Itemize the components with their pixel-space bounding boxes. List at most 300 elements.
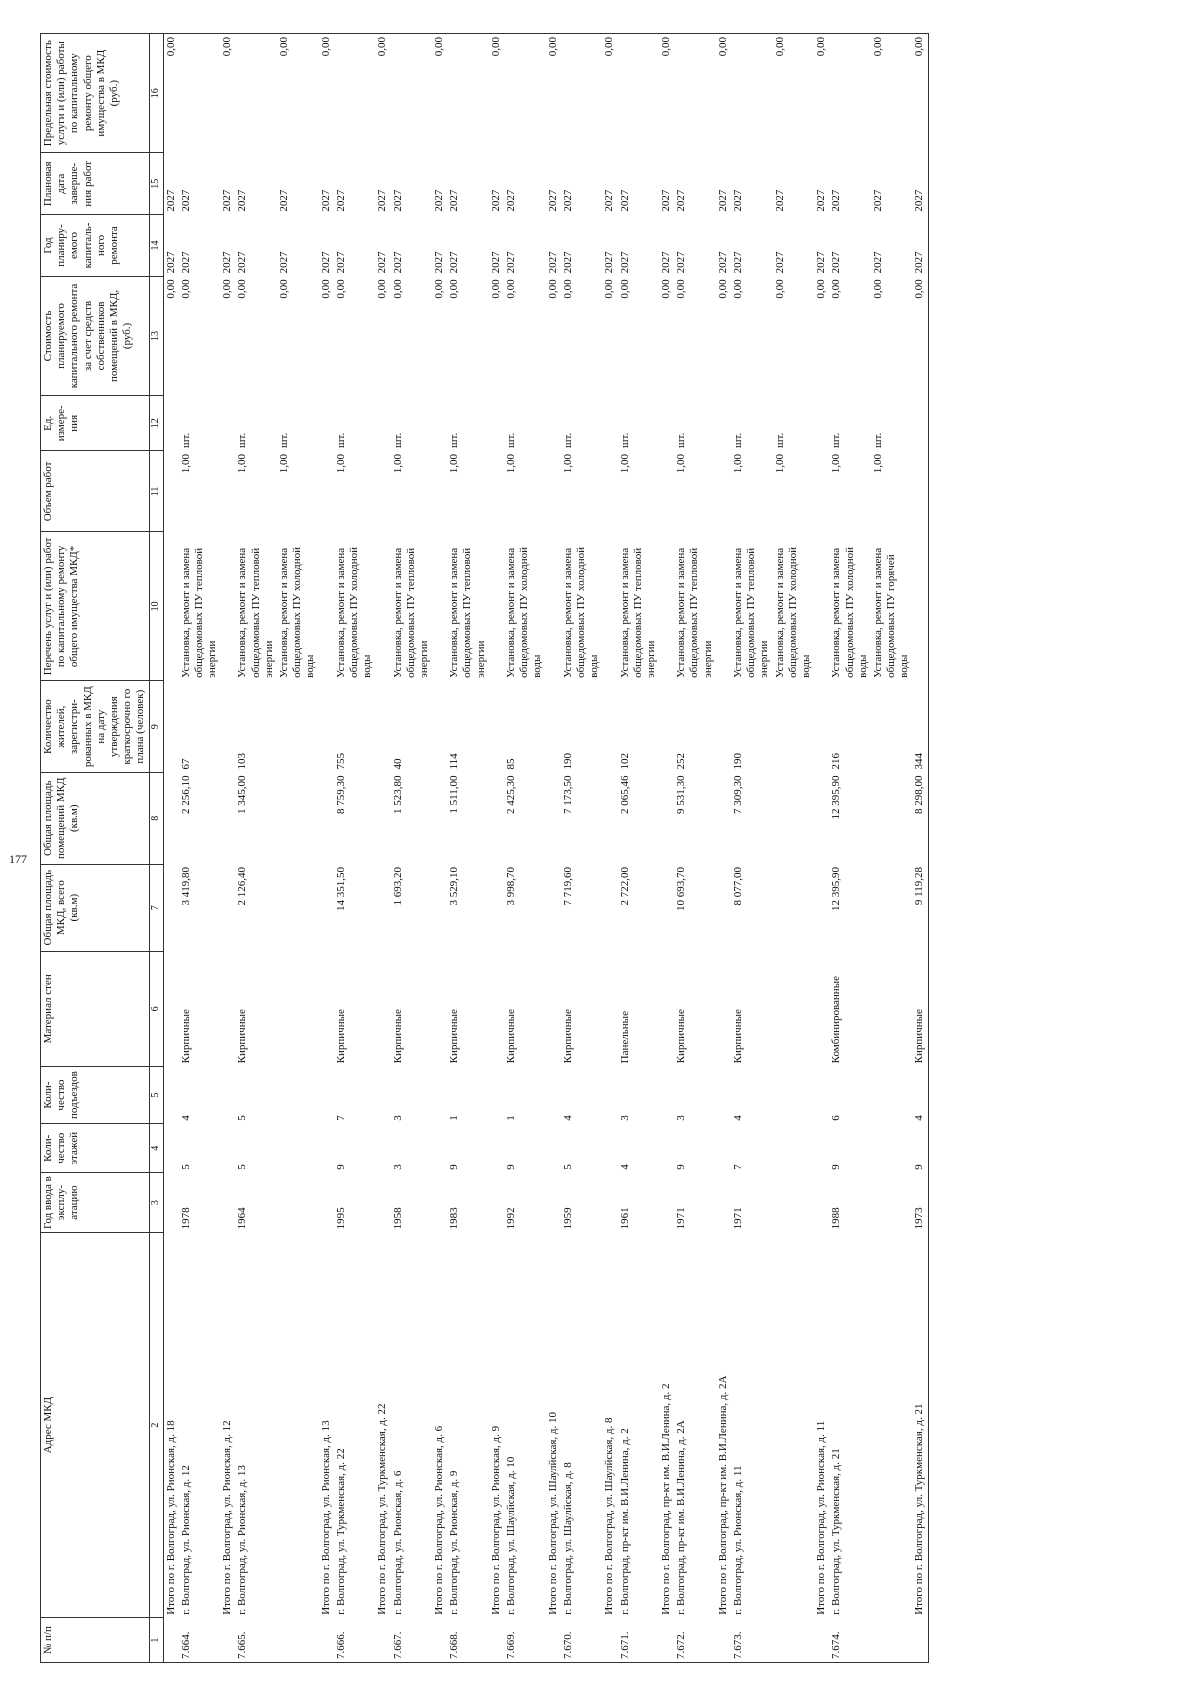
cell-col-3 bbox=[489, 1173, 504, 1233]
cell-col-16: 0,00 bbox=[489, 34, 504, 153]
cell-col-15: 2027 bbox=[561, 189, 574, 212]
cell-col-11: 1,00 bbox=[448, 453, 461, 474]
cell-col-16: 0,00 bbox=[375, 34, 390, 153]
cell-col-14: 2027 bbox=[448, 251, 461, 274]
cell-col-12 bbox=[489, 396, 504, 451]
cell-col-6: Кирпичные bbox=[675, 1009, 688, 1064]
cell-col-4 bbox=[871, 1124, 913, 1173]
cell-col-1: 7.671. bbox=[618, 1618, 660, 1663]
cell-col-16: 0,00 bbox=[432, 34, 447, 153]
cell-col-12: шт. bbox=[618, 432, 631, 448]
cell-col-16 bbox=[829, 34, 871, 153]
cell-col-14: 2027 bbox=[830, 251, 843, 274]
cell-col-6: Кирпичные bbox=[391, 1009, 404, 1064]
cell-col-7: 2 126,40 bbox=[236, 867, 249, 906]
cell-col-15: 2027 bbox=[912, 153, 928, 215]
cell-col-16 bbox=[731, 34, 773, 153]
cell-col-16 bbox=[179, 34, 221, 153]
cell-col-3 bbox=[871, 1173, 913, 1233]
cell-col-11: 1,00 bbox=[391, 453, 404, 474]
cell-col-15: 2027 bbox=[164, 189, 177, 212]
table-body bbox=[163, 34, 928, 1663]
cell-col-6: Кирпичные bbox=[179, 1009, 192, 1064]
cell-col-4 bbox=[659, 1124, 674, 1173]
cell-col-8: 7 173,50 bbox=[561, 775, 574, 814]
cell-col-2: Итого по г. Волгоград, ул. Туркменская, д. 22 bbox=[376, 1403, 389, 1615]
cell-col-8 bbox=[871, 772, 913, 864]
cell-col-1 bbox=[375, 1618, 390, 1663]
cell-col-2: г. Волгоград, ул. Шаулйская, д. 10 bbox=[505, 1456, 517, 1615]
cell-col-8 bbox=[773, 772, 815, 864]
cell-col-10 bbox=[546, 532, 561, 681]
cell-col-8 bbox=[163, 772, 179, 864]
table-row bbox=[447, 34, 489, 1663]
cell-col-8 bbox=[277, 772, 319, 864]
cell-col-2: г. Волгоград, ул. Шаулйская, д. 8 bbox=[561, 1462, 574, 1615]
cell-col-10 bbox=[163, 532, 179, 681]
cell-col-10: Установка, ремонт и замена общедомовых ПУ холодной воды bbox=[334, 546, 374, 678]
cell-col-14: 2027 bbox=[334, 251, 347, 274]
cell-col-7 bbox=[432, 864, 447, 951]
cell-col-5: 6 bbox=[830, 1115, 843, 1121]
cell-col-5: 4 bbox=[179, 1115, 192, 1121]
rotated-page bbox=[40, 33, 1200, 1663]
cell-col-12 bbox=[912, 396, 928, 451]
cell-col-3: 1971 bbox=[675, 1207, 688, 1230]
cell-col-4 bbox=[277, 1124, 319, 1173]
cell-col-14: 2027 bbox=[489, 251, 502, 274]
cell-col-4: 9 bbox=[448, 1164, 461, 1170]
cell-col-4: 3 bbox=[391, 1164, 404, 1170]
table-row bbox=[618, 34, 660, 1663]
cell-col-12 bbox=[716, 396, 731, 451]
cell-col-7 bbox=[319, 864, 334, 951]
cell-col-12: шт. bbox=[391, 432, 404, 448]
cell-col-10: Установка, ремонт и замена общедомовых ПУ тепловой энергии bbox=[179, 547, 219, 678]
cell-col-11: 1,00 bbox=[278, 453, 290, 474]
cell-col-1: 7.664. bbox=[179, 1618, 221, 1663]
cell-col-7 bbox=[602, 864, 617, 951]
cell-col-5 bbox=[814, 1066, 829, 1123]
cell-col-12 bbox=[375, 396, 390, 451]
cell-col-3: 1973 bbox=[912, 1173, 928, 1233]
cell-col-1 bbox=[319, 1618, 334, 1663]
cell-col-12: шт. bbox=[505, 432, 517, 448]
cell-col-16 bbox=[618, 34, 660, 153]
cell-col-14: 2027 bbox=[319, 251, 332, 274]
table-row bbox=[277, 34, 319, 1663]
cell-col-7 bbox=[163, 864, 179, 951]
cell-col-6 bbox=[163, 951, 179, 1066]
cell-col-4 bbox=[432, 1124, 447, 1173]
column-header: Общая площадь помещений МКД (кв.м) bbox=[41, 772, 150, 864]
cell-col-14: 2027 bbox=[912, 215, 928, 277]
cell-col-16 bbox=[674, 34, 716, 153]
cell-col-14: 2027 bbox=[618, 251, 631, 274]
cell-col-7 bbox=[220, 864, 235, 951]
cell-col-6 bbox=[277, 951, 319, 1066]
cell-col-13: 0,00 bbox=[675, 279, 688, 299]
cell-col-8: 1 523,80 bbox=[391, 775, 404, 814]
cell-col-12: шт. bbox=[830, 432, 843, 448]
cell-col-16: 0,00 bbox=[319, 34, 334, 153]
cell-col-13: 0,00 bbox=[830, 279, 843, 299]
cell-col-8: 1 511,00 bbox=[448, 775, 461, 814]
cell-col-11: 1,00 bbox=[236, 453, 249, 474]
cell-col-1: 7.672. bbox=[674, 1618, 716, 1663]
cell-col-2: г. Волгоград, ул. Рионская, д. 13 bbox=[236, 1465, 249, 1615]
cell-col-8 bbox=[602, 772, 617, 864]
cell-col-12: шт. bbox=[561, 432, 574, 448]
cell-col-5: 1 bbox=[448, 1115, 461, 1121]
cell-col-1: 7.673. bbox=[731, 1618, 773, 1663]
cell-col-6: Кирпичные bbox=[448, 1009, 461, 1064]
table-row bbox=[432, 34, 447, 1663]
cell-col-5 bbox=[546, 1066, 561, 1123]
cell-col-10: Установка, ремонт и замена общедомовых ПУ горячей воды bbox=[871, 547, 911, 678]
cell-col-10: Установка, ремонт и замена общедомовых ПУ тепловой энергии bbox=[732, 547, 771, 678]
cell-col-12: шт. bbox=[675, 432, 688, 448]
cell-col-11 bbox=[489, 451, 504, 532]
cell-col-7 bbox=[814, 864, 829, 951]
column-number: 3 bbox=[149, 1173, 163, 1233]
cell-col-4 bbox=[546, 1124, 561, 1173]
cell-col-10 bbox=[319, 532, 334, 681]
column-header: Коли-чество этажей bbox=[41, 1124, 150, 1173]
cell-col-13: 0,00 bbox=[505, 279, 517, 299]
cell-col-15: 2027 bbox=[675, 189, 688, 212]
cell-col-5 bbox=[659, 1066, 674, 1123]
cell-col-14: 2027 bbox=[815, 251, 828, 274]
cell-col-4: 5 bbox=[561, 1164, 574, 1170]
cell-col-4 bbox=[602, 1124, 617, 1173]
cell-col-6 bbox=[659, 951, 674, 1066]
cell-col-14: 2027 bbox=[164, 251, 177, 274]
cell-col-1 bbox=[489, 1618, 504, 1663]
cell-col-12: шт. bbox=[448, 432, 461, 448]
cell-col-3: 1959 bbox=[561, 1207, 574, 1230]
cell-col-13: 0,00 bbox=[448, 279, 461, 299]
column-header: Общая площадь МКД, всего (кв.м) bbox=[41, 864, 150, 951]
cell-col-5 bbox=[319, 1066, 334, 1123]
cell-col-2: Итого по г. Волгоград, ул. Рионская, д. 11 bbox=[815, 1420, 828, 1615]
cell-col-3: 1983 bbox=[448, 1207, 461, 1230]
cell-col-13: 0,00 bbox=[603, 279, 616, 299]
cell-col-14: 2027 bbox=[376, 251, 389, 274]
cell-col-2: Итого по г. Волгоград, ул. Туркменская, д. 21 bbox=[912, 1232, 928, 1617]
cell-col-9: 40 bbox=[391, 758, 404, 770]
cell-col-7: 9 119,28 bbox=[912, 864, 928, 951]
cell-col-8 bbox=[659, 772, 674, 864]
cell-col-15: 2027 bbox=[278, 189, 290, 212]
cell-col-4 bbox=[716, 1124, 731, 1173]
cell-col-8 bbox=[319, 772, 334, 864]
column-number: 5 bbox=[149, 1066, 163, 1123]
cell-col-5: 4 bbox=[732, 1115, 744, 1121]
table-row bbox=[391, 34, 433, 1663]
cell-col-2: г. Волгоград, ул. Туркменская, д. 21 bbox=[830, 1448, 843, 1615]
cell-col-10 bbox=[432, 532, 447, 681]
cell-col-15: 2027 bbox=[376, 189, 389, 212]
cell-col-13: 0,00 bbox=[319, 279, 332, 299]
cell-col-9 bbox=[375, 681, 390, 773]
cell-col-11: 1,00 bbox=[179, 453, 192, 474]
cell-col-3 bbox=[319, 1173, 334, 1233]
cell-col-14: 2027 bbox=[391, 251, 404, 274]
cell-col-7 bbox=[773, 864, 815, 951]
cell-col-6 bbox=[375, 951, 390, 1066]
cell-col-8: 2 065,46 bbox=[618, 775, 631, 814]
repair-plan-table bbox=[40, 33, 929, 1663]
cell-col-10: Установка, ремонт и замена общедомовых ПУ тепловой энергии bbox=[236, 547, 275, 678]
cell-col-3: 1978 bbox=[179, 1207, 192, 1230]
cell-col-1 bbox=[546, 1618, 561, 1663]
column-number: 6 bbox=[149, 951, 163, 1066]
cell-col-12: шт. bbox=[334, 432, 347, 448]
table-row bbox=[912, 34, 928, 1663]
cell-col-15: 2027 bbox=[773, 189, 786, 212]
cell-col-13: 0,00 bbox=[164, 279, 177, 299]
cell-col-6 bbox=[814, 951, 829, 1066]
column-number: 10 bbox=[149, 532, 163, 681]
table-row bbox=[674, 34, 716, 1663]
cell-col-10 bbox=[489, 532, 504, 681]
cell-col-8 bbox=[814, 772, 829, 864]
cell-col-8: 8 759,30 bbox=[334, 775, 347, 814]
cell-col-7 bbox=[546, 864, 561, 951]
cell-col-6 bbox=[716, 951, 731, 1066]
table-row bbox=[375, 34, 390, 1663]
cell-col-1: 7.669. bbox=[504, 1618, 546, 1663]
cell-col-13: 0,00 bbox=[489, 279, 502, 299]
cell-col-1 bbox=[432, 1618, 447, 1663]
cell-col-1 bbox=[659, 1618, 674, 1663]
cell-col-10: Установка, ремонт и замена общедомовых ПУ тепловой энергии bbox=[618, 547, 657, 678]
cell-col-2: Итого по г. Волгоград, ул. Рионская, д. 6 bbox=[433, 1425, 446, 1615]
table-row bbox=[504, 34, 546, 1663]
column-header: Перечень услуг и (или) работ по капитальному ремонту общего имущества МКД* bbox=[41, 532, 150, 681]
cell-col-8: 2 256,10 bbox=[179, 775, 192, 814]
cell-col-2: г. Волгоград, ул. Рионская, д. 9 bbox=[448, 1470, 461, 1615]
cell-col-15: 2027 bbox=[236, 189, 249, 212]
cell-col-2: Итого по г. Волгоград, ул. Шаулйская, д. 8 bbox=[603, 1417, 616, 1615]
cell-col-8: 12 395,90 bbox=[830, 775, 843, 820]
cell-col-15: 2027 bbox=[732, 189, 744, 212]
cell-col-13: 0,00 bbox=[716, 279, 729, 299]
cell-col-6 bbox=[489, 951, 504, 1066]
cell-col-13: 0,00 bbox=[912, 276, 928, 395]
cell-col-2: г. Волгоград, ул. Рионская, д. 12 bbox=[179, 1465, 192, 1615]
cell-col-2: Итого по г. Волгоград, ул. Шаулйская, д. 10 bbox=[546, 1411, 559, 1615]
cell-col-14: 2027 bbox=[660, 251, 673, 274]
table-row bbox=[163, 34, 179, 1663]
cell-col-9: 190 bbox=[561, 752, 574, 770]
cell-col-11 bbox=[602, 451, 617, 532]
table-row bbox=[220, 34, 235, 1663]
cell-col-14: 2027 bbox=[236, 251, 249, 274]
cell-col-7 bbox=[375, 864, 390, 951]
cell-col-9 bbox=[319, 681, 334, 773]
cell-col-5: 1 bbox=[505, 1115, 517, 1121]
cell-col-14: 2027 bbox=[773, 251, 786, 274]
cell-col-16 bbox=[447, 34, 489, 153]
cell-col-13: 0,00 bbox=[433, 279, 446, 299]
cell-col-6: Кирпичные bbox=[334, 1009, 347, 1064]
cell-col-6: Кирпичные bbox=[505, 1009, 517, 1064]
cell-col-9: 114 bbox=[448, 753, 461, 770]
cell-col-9 bbox=[716, 681, 731, 773]
cell-col-8 bbox=[432, 772, 447, 864]
column-header: Предельная стоимость услуги и (или) работы по капитальному ремонту общего имущества в МКД (руб.) bbox=[41, 34, 150, 153]
cell-col-14: 2027 bbox=[732, 251, 744, 274]
cell-col-3: 1992 bbox=[505, 1207, 517, 1230]
cell-col-1 bbox=[716, 1618, 731, 1663]
column-header: Адрес МКД bbox=[41, 1232, 150, 1617]
cell-col-13: 0,00 bbox=[391, 279, 404, 299]
cell-col-2: г. Волгоград, ул. Рионская, д. 11 bbox=[732, 1465, 744, 1615]
cell-col-6 bbox=[432, 951, 447, 1066]
cell-col-7 bbox=[871, 864, 913, 951]
cell-col-11: 1,00 bbox=[675, 453, 688, 474]
cell-col-16: 0,00 bbox=[773, 34, 815, 153]
cell-col-4 bbox=[375, 1124, 390, 1173]
cell-col-1: 7.666. bbox=[334, 1618, 376, 1663]
table-row bbox=[829, 34, 871, 1663]
cell-col-6: Кирпичные bbox=[732, 1009, 744, 1064]
cell-col-4 bbox=[220, 1124, 235, 1173]
cell-col-9: 755 bbox=[334, 752, 347, 770]
column-header: Год ввода в эксплу-атацию bbox=[41, 1173, 150, 1233]
cell-col-7: 2 722,00 bbox=[618, 867, 631, 906]
cell-col-6 bbox=[546, 951, 561, 1066]
cell-col-11: 1,00 bbox=[830, 453, 843, 474]
column-header: Ед. измере-ния bbox=[41, 396, 150, 451]
column-number: 16 bbox=[149, 34, 163, 153]
cell-col-7 bbox=[716, 864, 731, 951]
cell-col-9 bbox=[489, 681, 504, 773]
cell-col-10: Установка, ремонт и замена общедомовых ПУ холодной воды bbox=[561, 546, 601, 678]
cell-col-3 bbox=[163, 1173, 179, 1233]
cell-col-4 bbox=[489, 1124, 504, 1173]
cell-col-3: 1988 bbox=[830, 1207, 843, 1230]
cell-col-5: 3 bbox=[391, 1115, 404, 1121]
cell-col-10 bbox=[602, 532, 617, 681]
cell-col-3: 1971 bbox=[732, 1207, 744, 1230]
cell-col-1 bbox=[773, 1618, 815, 1663]
cell-col-16 bbox=[235, 34, 277, 153]
table-row bbox=[814, 34, 829, 1663]
cell-col-9: 344 bbox=[912, 681, 928, 773]
cell-col-13: 0,00 bbox=[815, 279, 828, 299]
cell-col-6: Кирпичные bbox=[912, 951, 928, 1066]
cell-col-10 bbox=[659, 532, 674, 681]
cell-col-13: 0,00 bbox=[732, 279, 744, 299]
cell-col-9: 190 bbox=[732, 752, 744, 770]
column-number: 4 bbox=[149, 1124, 163, 1173]
cell-col-5 bbox=[871, 1066, 913, 1123]
cell-col-8 bbox=[489, 772, 504, 864]
cell-col-8: 8 298,00 bbox=[912, 772, 928, 864]
cell-col-5 bbox=[277, 1066, 319, 1123]
cell-col-7: 14 351,50 bbox=[334, 867, 347, 912]
cell-col-16 bbox=[504, 34, 546, 153]
cell-col-1: 7.667. bbox=[391, 1618, 433, 1663]
cell-col-2: Итого по г. Волгоград, ул. Рионская, д. 12 bbox=[221, 1420, 234, 1615]
table-row bbox=[319, 34, 334, 1663]
cell-col-11 bbox=[814, 451, 829, 532]
cell-col-7: 10 693,70 bbox=[675, 867, 688, 912]
cell-col-11 bbox=[163, 451, 179, 532]
table-row bbox=[773, 34, 815, 1663]
cell-col-12: шт. bbox=[871, 432, 884, 448]
cell-col-3: 1995 bbox=[334, 1207, 347, 1230]
cell-col-16 bbox=[561, 34, 603, 153]
cell-col-8 bbox=[716, 772, 731, 864]
cell-col-12 bbox=[432, 396, 447, 451]
column-number: 9 bbox=[149, 681, 163, 773]
cell-col-2: г. Волгоград, пр-кт им. В.И.Ленина, д. 2 bbox=[618, 1428, 631, 1615]
cell-col-10 bbox=[716, 532, 731, 681]
cell-col-1 bbox=[163, 1618, 179, 1663]
cell-col-16 bbox=[334, 34, 376, 153]
cell-col-9: 85 bbox=[505, 758, 517, 770]
column-number: 1 bbox=[149, 1618, 163, 1663]
cell-col-2 bbox=[773, 1232, 815, 1617]
cell-col-6 bbox=[871, 951, 913, 1066]
table-row bbox=[546, 34, 561, 1663]
cell-col-14: 2027 bbox=[716, 251, 729, 274]
cell-col-1: 7.665. bbox=[235, 1618, 277, 1663]
cell-col-2 bbox=[871, 1232, 913, 1617]
cell-col-7: 3 998,70 bbox=[505, 867, 517, 906]
cell-col-11 bbox=[375, 451, 390, 532]
cell-col-14: 2027 bbox=[221, 251, 234, 274]
cell-col-6 bbox=[773, 951, 815, 1066]
cell-col-9 bbox=[220, 681, 235, 773]
cell-col-15: 2027 bbox=[603, 189, 616, 212]
cell-col-9: 103 bbox=[236, 752, 249, 770]
cell-col-15: 2027 bbox=[448, 189, 461, 212]
cell-col-8 bbox=[546, 772, 561, 864]
cell-col-5 bbox=[220, 1066, 235, 1123]
cell-col-12: шт. bbox=[773, 432, 786, 448]
table-row bbox=[659, 34, 674, 1663]
cell-col-5 bbox=[716, 1066, 731, 1123]
cell-col-10: Установка, ремонт и замена общедомовых ПУ тепловой энергии bbox=[391, 547, 430, 678]
cell-col-7 bbox=[277, 864, 319, 951]
cell-col-5: 5 bbox=[236, 1115, 249, 1121]
cell-col-4 bbox=[319, 1124, 334, 1173]
cell-col-7 bbox=[659, 864, 674, 951]
cell-col-16: 0,00 bbox=[659, 34, 674, 153]
cell-col-16: 0,00 bbox=[277, 34, 319, 153]
cell-col-4 bbox=[773, 1124, 815, 1173]
cell-col-1 bbox=[814, 1618, 829, 1663]
cell-col-16: 0,00 bbox=[716, 34, 731, 153]
cell-col-4 bbox=[163, 1124, 179, 1173]
cell-col-12: шт. bbox=[278, 432, 290, 448]
cell-col-11: 1,00 bbox=[334, 453, 347, 474]
cell-col-4: 9 bbox=[675, 1164, 688, 1170]
cell-col-4: 9 bbox=[505, 1164, 517, 1170]
cell-col-5 bbox=[489, 1066, 504, 1123]
cell-col-5 bbox=[432, 1066, 447, 1123]
cell-col-11: 1,00 bbox=[505, 453, 517, 474]
cell-col-13: 0,00 bbox=[334, 279, 347, 299]
cell-col-11 bbox=[659, 451, 674, 532]
cell-col-3 bbox=[277, 1173, 319, 1233]
cell-col-7: 12 395,90 bbox=[830, 867, 843, 912]
